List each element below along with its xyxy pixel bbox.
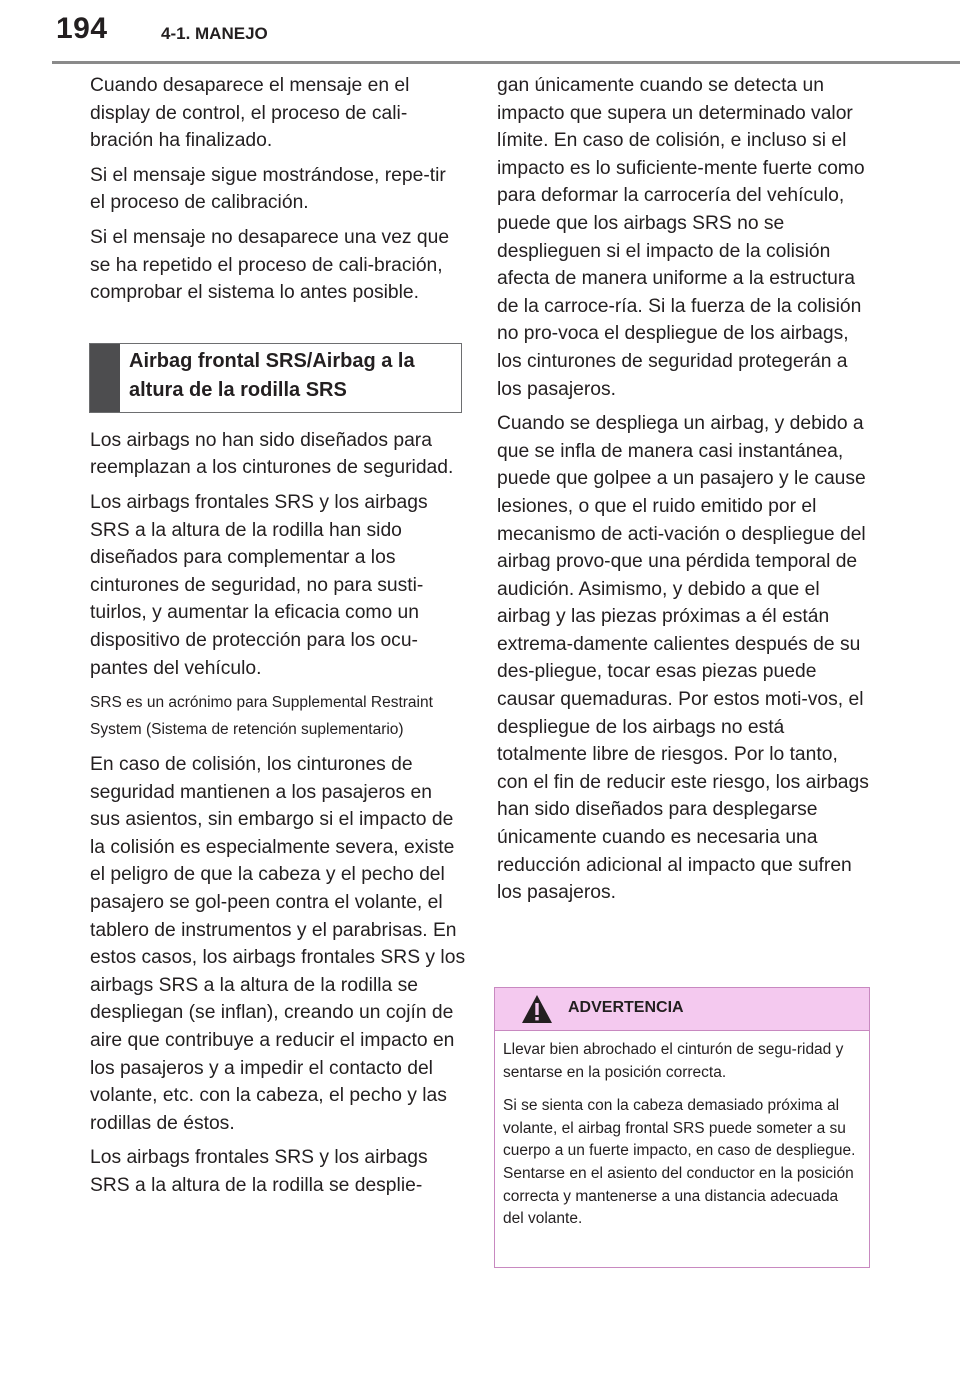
paragraph: gan únicamente cuando se detecta un impacto que supera un determinado valor límite. En caso de colisión, e incluso si el impacto es lo suficiente-mente fuerte como para deformar la carrocería del vehículo, puede que los airbags SRS no se desplieguen si el impacto de la colisión afecta de manera uniforme a la estructura de la carroce-ría. Si la fuerza de la colisión no pro-voca el despliegue de los airbags, los cinturones de seguridad protegerán a los pasajeros. <box>497 75 865 400</box>
header-rule <box>52 61 960 64</box>
warning-box <box>494 987 870 1268</box>
subheading-box <box>89 343 462 413</box>
subheading-bar <box>90 344 120 412</box>
warning-paragraph: Si se sienta con la cabeza demasiado próxima al volante, el airbag frontal SRS puede someter a su cuerpo a un fuerte impacto, en caso de despliegue. Sentarse en el asiento del conductor en la posición correcta y mantenerse a una distancia adecuada del volante. <box>503 1097 856 1228</box>
right-column <box>497 72 873 914</box>
warning-title: ADVERTENCIA <box>568 999 684 1016</box>
page-number: 194 <box>56 12 108 45</box>
subheading-title: Airbag frontal SRS/Airbag a la altura de la rodilla SRS <box>129 349 415 401</box>
paragraph: Cuando desaparece el mensaje en el display de control, el proceso de cali-bración ha finalizado. <box>90 75 410 152</box>
paragraph: Los airbags frontales SRS y los airbags SRS a la altura de la rodilla se desplie- <box>90 1147 428 1196</box>
warning-triangle-icon <box>521 994 553 1024</box>
paragraph: Si el mensaje sigue mostrándose, repe-tir el proceso de calibración. <box>90 164 446 214</box>
note: SRS es un acrónimo para Supplemental Restraint System (Sistema de retención suplementario) <box>90 694 433 739</box>
warning-body <box>495 1031 869 1231</box>
paragraph: Los airbags no han sido diseñados para reemplazan a los cinturones de seguridad. <box>90 429 454 479</box>
paragraph: Los airbags frontales SRS y los airbags SRS a la altura de la rodilla han sido diseñados para complementar a los cinturones de seguridad, no para susti-tuirlos, y aumentar la eficacia como un dispositivo de protección para los ocu-pantes del vehículo. <box>90 491 428 679</box>
paragraph: Si el mensaje no desaparece una vez que se ha repetido el proceso de cali-bración, comprobar el sistema lo antes posible. <box>90 226 450 304</box>
paragraph: Cuando se despliega un airbag, y debido a que se infla de manera casi instantánea, puede que golpee a un pasajero y le cause lesiones, o que el ruido emitido por el mecanismo de acti-vación o despliegue del airbag provo-que una pérdida temporal de audición. Asimismo, y debido a que el airbag y las piezas próximas a él están extrema-damente calientes después de su des-pliegue, tocar esas piezas puede causar quemaduras. Por estos moti-vos, el despliegue de los airbags no está totalmente libre de riesgos. Por lo tanto, con el fin de reducir este riesgo, los airbags han sido diseñados para desplegarse únicamente cuando es necesaria una reducción adicional al impacto que sufren los pasajeros. <box>497 413 869 904</box>
warning-header <box>495 988 869 1031</box>
paragraph: En caso de colisión, los cinturones de seguridad mantienen a los pasajeros en sus asientos, sin embargo si el impacto de la colisión es especialmente severa, existe el peligro de que la cabeza y el pecho del pasajero se gol-peen contra el volante, el tablero de instrumentos y el parabrisas. En estos casos, los airbags frontales SRS y los airbags SRS a la altura de la rodilla se despliegan (se inflan), creando un cojín de aire que contribuye a reducir el impacto en los pasajeros y a impedir el contacto del volante, etc. con la cabeza, el pecho y las rodillas de éstos. <box>90 754 466 1134</box>
left-column <box>90 72 466 1207</box>
section-title: 4-1. MANEJO <box>161 24 268 43</box>
warning-paragraph: Llevar bien abrochado el cinturón de segu-ridad y sentarse en la posición correcta. <box>503 1041 844 1081</box>
